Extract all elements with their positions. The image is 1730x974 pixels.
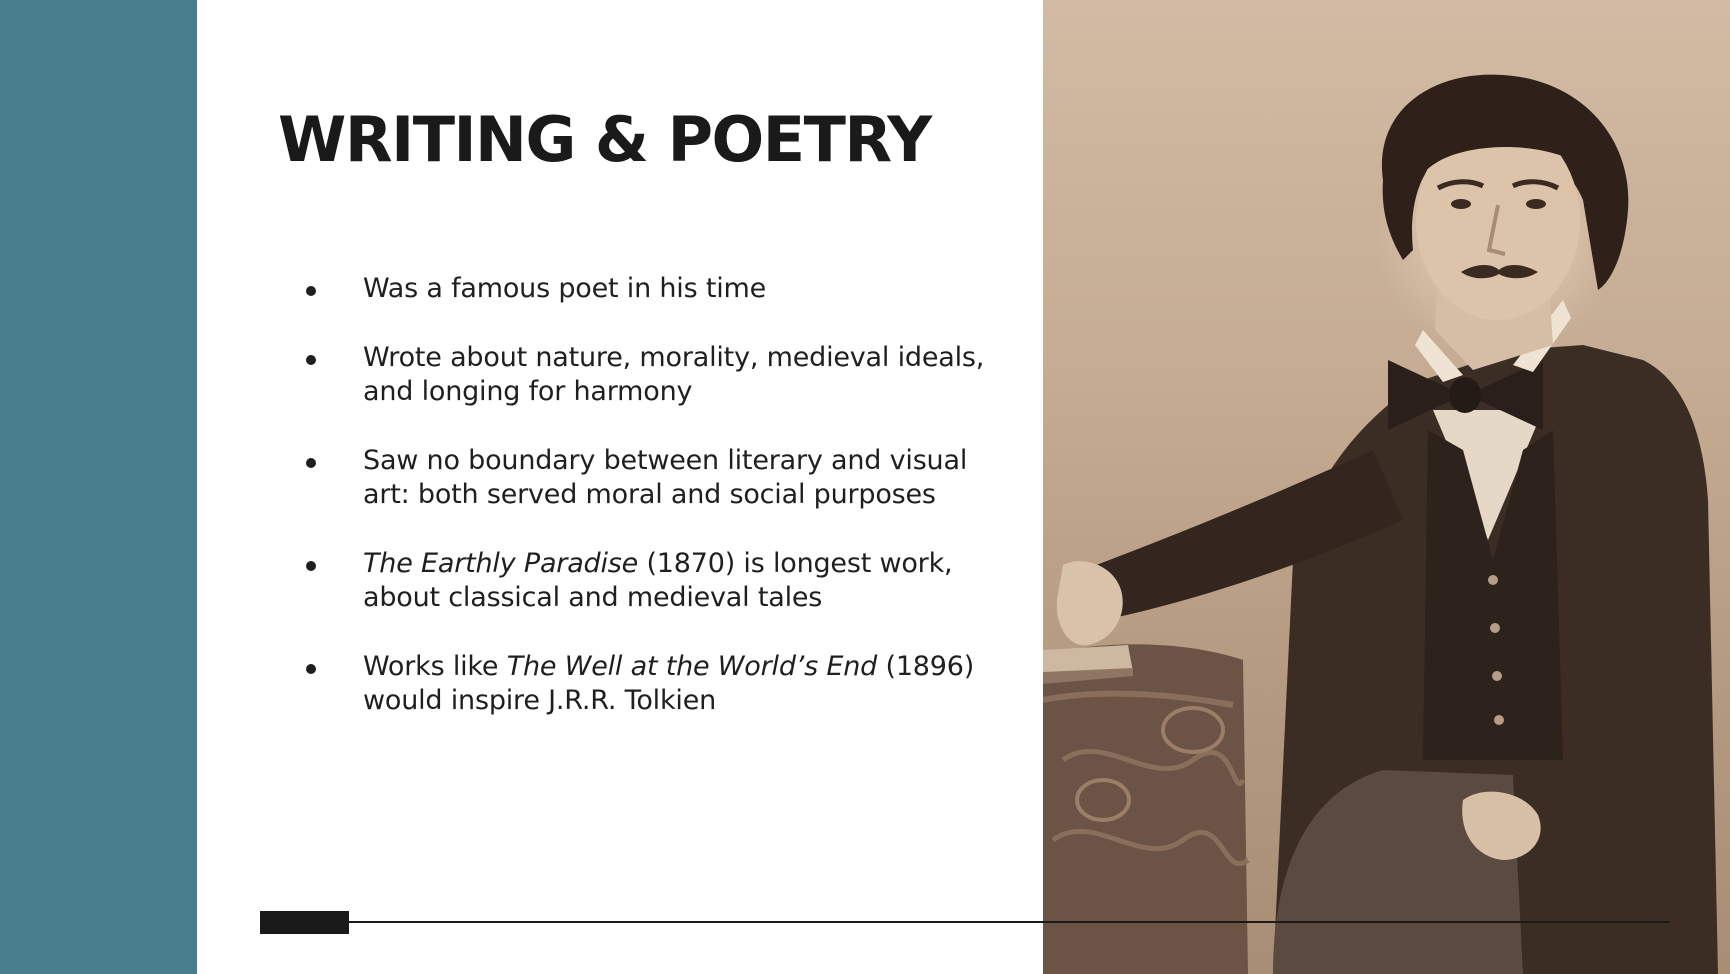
- slide-title: WRITING & POETRY: [278, 103, 931, 176]
- bullet-dot-icon: [306, 664, 316, 674]
- bullet-dot-icon: [306, 286, 316, 296]
- bullet-text: Wrote about nature, morality, medieval ideals, and longing for harmony: [363, 341, 985, 407]
- footer-accent-bar: [260, 911, 349, 934]
- bullet-dot-icon: [306, 458, 316, 468]
- bullet-title-italic: The Earthly Paradise: [363, 547, 639, 579]
- accent-side-band: [0, 0, 197, 974]
- bullet-text: (1870) is longest work, about classical and medieval tales: [363, 547, 953, 613]
- bullet-text: (1896) would inspire J.R.R. Tolkien: [363, 650, 975, 716]
- bullet-text: Works like: [363, 650, 507, 682]
- bullet-dot-icon: [306, 561, 316, 571]
- bullet-item: [296, 650, 1016, 719]
- bullet-dot-icon: [306, 355, 316, 365]
- bullet-title-italic: The Well at the World’s End: [506, 650, 878, 682]
- bullet-item: [296, 547, 1016, 616]
- bullet-list: [296, 272, 1016, 719]
- footer-divider-line: [349, 921, 1670, 923]
- bullet-item: [296, 341, 1016, 410]
- bullet-text: Was a famous poet in his time: [363, 273, 767, 304]
- bullet-item: [296, 444, 1016, 513]
- bullet-item: [296, 272, 1016, 307]
- portrait-photo-icon: [1043, 0, 1730, 974]
- bullet-text: Saw no boundary between literary and visual art: both served moral and social purposes: [363, 444, 968, 510]
- portrait-photo: [1043, 0, 1730, 974]
